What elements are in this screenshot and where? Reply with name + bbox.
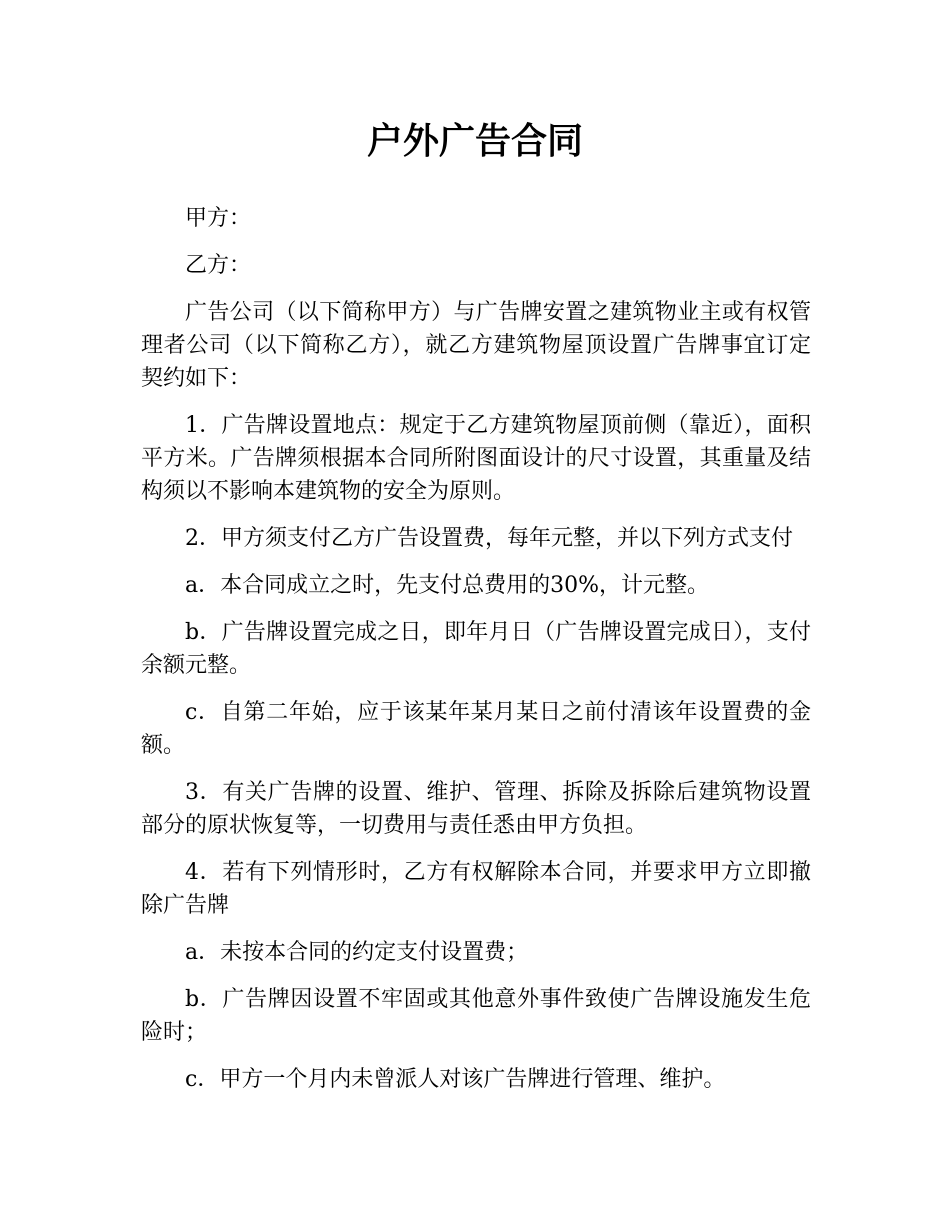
clause-2-item-a: a．本合同成立之时，先支付总费用的30%，计元整。 — [185, 573, 710, 598]
document-body — [141, 202, 811, 1110]
clause-1: 1．广告牌设置地点：规定于乙方建筑物屋顶前侧（靠近），面积平方米。广告牌须根据本合同所附图面设计的尺寸设置，其重量及结构须以不影响本建筑物的安全为原则。 — [141, 413, 811, 504]
clause-4: 4．若有下列情形时，乙方有权解除本合同，并要求甲方立即撤除广告牌 — [141, 860, 811, 918]
document-title: 户外广告合同 — [366, 121, 583, 162]
clause-4-item-a: a．未按本合同的约定支付设置费； — [185, 940, 529, 965]
clause-2-item-b: b．广告牌设置完成之日，即年月日（广告牌设置完成日），支付余额元整。 — [141, 620, 811, 678]
clause-2: 2．甲方须支付乙方广告设置费，每年元整，并以下列方式支付 — [185, 526, 793, 551]
intro-paragraph: 广告公司（以下简称甲方）与广告牌安置之建筑物业主或有权管理者公司（以下简称乙方），就乙方建筑物屋顶设置广告牌事宜订定契约如下： — [141, 300, 811, 391]
clause-3: 3．有关广告牌的设置、维护、管理、拆除及拆除后建筑物设置部分的原状恢复等，一切费用与责任悉由甲方负担。 — [141, 780, 811, 838]
party-b-line: 乙方： — [185, 253, 252, 278]
party-a-line: 甲方： — [185, 206, 252, 231]
clause-2-item-c: c．自第二年始，应于该某年某月某日之前付清该年设置费的金额。 — [141, 700, 811, 758]
clause-4-item-c: c．甲方一个月内未曾派人对该广告牌进行管理、维护。 — [185, 1067, 726, 1092]
clause-4-item-b: b．广告牌因设置不牢固或其他意外事件致使广告牌设施发生危险时； — [141, 987, 811, 1045]
